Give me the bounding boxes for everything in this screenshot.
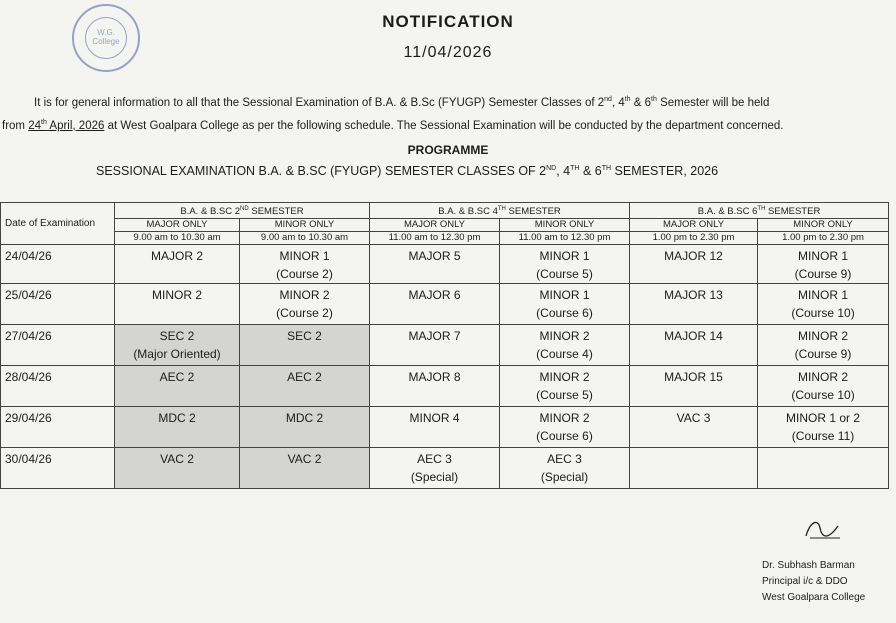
paper-note: (Course 5) [536,388,593,403]
exam-cell [370,284,500,325]
time-slot: 1.00 pm to 2.30 pm [630,232,758,245]
exam-cell [370,366,500,407]
start-date-month: April, 2026 [46,119,105,132]
exam-cell [758,407,889,448]
signature-mark [800,514,844,544]
exam-schedule-table [0,202,889,489]
exam-cell [240,284,370,325]
paper-label: AEC 3 [547,452,582,467]
exam-cell [500,284,630,325]
paragraph-line-2 [0,113,896,136]
signatory-designation: Principal i/c & DDO [762,576,848,587]
exam-cell [630,325,758,366]
exam-cell [115,407,240,448]
programme-heading: PROGRAMME [407,143,489,157]
schedule-body [1,245,889,489]
paper-label: MINOR 1 [539,249,590,264]
paper-label: MINOR 1 [539,288,590,303]
paper-note: (Course 2) [276,267,333,282]
paper-note: (Course 4) [536,347,593,362]
group-label: B.A. & B.SC 6 [697,206,758,218]
paper-label: MDC 2 [158,411,196,426]
paper-label: MINOR 1 [279,249,330,264]
exam-cell [758,245,889,284]
exam-cell [500,448,630,489]
paper-label: MINOR 1 or 2 [786,411,861,426]
exam-cell [758,366,889,407]
signatory-name: Dr. Subhash Barman [762,560,855,571]
time-slot: 11.00 am to 12.30 pm [370,232,500,245]
paper-label: MINOR 2 [151,288,202,303]
paragraph-line-1 [0,90,896,113]
exam-cell [115,284,240,325]
group-sup: TH [757,206,766,212]
start-date-day: 24 [28,119,41,132]
exam-cell [115,245,240,284]
exam-cell [370,325,500,366]
paper-label: MAJOR 7 [408,329,461,344]
exam-date-cell: 30/04/26 [1,448,115,489]
paper-label: MINOR 2 [539,370,590,385]
group-rest: SEMESTER [765,206,821,218]
time-slot: 1.00 pm to 2.30 pm [758,232,889,245]
paper-label: VAC 3 [676,411,711,426]
exam-cell [240,245,370,284]
exam-date-cell: 29/04/26 [1,407,115,448]
paper-note: (Course 5) [536,267,593,282]
paper-label: AEC 3 [417,452,452,467]
paper-label: AEC 2 [287,370,322,385]
exam-date-cell: 25/04/26 [1,284,115,325]
exam-cell [240,366,370,407]
paper-label: SEC 2 [287,329,322,344]
exam-cell [115,448,240,489]
paper-note: (Course 6) [536,429,593,444]
exam-cell [630,407,758,448]
paper-label: MINOR 2 [539,329,590,344]
paper-label: MDC 2 [285,411,324,426]
date-header: Date of Examination [1,203,115,245]
paper-label: MAJOR 8 [408,370,461,385]
paper-note: (Course 2) [276,306,333,321]
paper-note: (Course 10) [791,388,855,403]
paper-label: MAJOR 12 [664,249,723,264]
group-header-sem6 [630,203,889,219]
exam-cell [758,284,889,325]
programme-subtitle [96,164,718,178]
paper-label: MINOR 2 [798,329,849,344]
group-label: B.A. & B.SC 2 [180,206,241,218]
subheader-minor: MINOR ONLY [758,219,889,232]
para-sup: th [624,96,631,103]
paper-label: MINOR 1 [798,288,849,303]
paper-label: SEC 2 [159,329,195,344]
table-row [1,407,889,448]
subheader-major: MAJOR ONLY [115,219,240,232]
paper-label: MAJOR 15 [664,370,723,385]
group-sup: TH [497,206,506,212]
para-sup: th [41,118,47,126]
paper-note: (Course 10) [791,306,855,321]
time-slot: 9.00 am to 10.30 am [115,232,240,245]
subtitle-sup: TH [601,164,612,172]
table-row [1,366,889,407]
paper-label: MAJOR 2 [150,249,203,264]
group-sup: ND [240,206,249,212]
paper-label: MAJOR 13 [664,288,723,303]
paper-label: VAC 2 [287,452,322,467]
para-sup: th [651,96,657,103]
paper-note: (Major Oriented) [133,347,221,362]
time-slot: 9.00 am to 10.30 am [240,232,370,245]
exam-cell [630,245,758,284]
group-rest: SEMESTER [248,206,304,218]
exam-date-cell: 27/04/26 [1,325,115,366]
table-row [1,325,889,366]
para-text: at West Goalpara College as per the following schedule. The Sessional Examination will be conducted by the department concerned. [104,119,784,132]
exam-cell [240,448,370,489]
exam-cell [500,325,630,366]
paper-label: AEC 2 [159,370,195,385]
exam-cell [758,448,889,489]
exam-cell [115,325,240,366]
subheader-major: MAJOR ONLY [370,219,500,232]
start-date [28,120,104,132]
time-slot: 11.00 am to 12.30 pm [500,232,630,245]
paper-label: MAJOR 14 [664,329,723,344]
exam-cell [758,325,889,366]
group-header-sem4 [370,203,630,219]
paper-note: (Special) [540,470,589,485]
exam-cell [240,407,370,448]
exam-cell [240,325,370,366]
paper-note: (Course 9) [794,347,852,362]
paper-note: (Special) [410,470,459,485]
para-sup: nd [604,96,612,103]
exam-cell [500,366,630,407]
paper-label: MINOR 2 [539,411,590,426]
exam-date-cell: 24/04/26 [1,245,115,284]
subtitle-text: & 6 [579,164,602,178]
signature-block [762,558,865,606]
para-text: It is for general information to all that the Sessional Examination of B.A. & B.Sc (FYUGP) Semester Classes of 2 [34,96,605,109]
exam-cell [500,407,630,448]
exam-cell [370,407,500,448]
seal-text: W.G. College [85,17,127,59]
subtitle-text: SESSIONAL EXAMINATION B.A. & B.SC (FYUGP) SEMESTER CLASSES OF 2 [96,164,547,178]
paper-label: MINOR 4 [409,411,460,426]
para-text: Semester will be held [656,96,770,109]
paper-label: MINOR 1 [798,249,849,264]
exam-cell [630,284,758,325]
exam-cell [630,448,758,489]
exam-cell [115,366,240,407]
group-label: B.A. & B.SC 4 [438,206,498,218]
para-text: , 4 [611,96,625,109]
group-rest: SEMESTER [505,206,561,218]
subtitle-sup: TH [570,164,580,172]
paper-label: MINOR 2 [798,370,849,385]
exam-cell [630,366,758,407]
subtitle-text: SEMESTER, 2026 [611,164,719,178]
signatory-college: West Goalpara College [762,592,866,603]
paper-label: MAJOR 6 [408,288,461,303]
paper-note: (Course 6) [536,306,593,321]
paper-label: VAC 2 [160,452,194,467]
table-row [1,448,889,489]
notice-paragraph [0,90,896,136]
exam-cell [370,448,500,489]
paper-note: (Course 11) [791,429,855,444]
subheader-minor: MINOR ONLY [240,219,370,232]
exam-cell [500,245,630,284]
subheader-minor: MINOR ONLY [500,219,630,232]
subheader-major: MAJOR ONLY [630,219,758,232]
notice-date: 11/04/2026 [403,44,493,61]
exam-date-cell: 28/04/26 [1,366,115,407]
para-text: & 6 [630,96,652,109]
exam-cell [370,245,500,284]
table-row [1,284,889,325]
table-row [1,245,889,284]
paper-label: MAJOR 5 [408,249,461,264]
paper-label: MINOR 2 [279,288,330,303]
group-header-sem2 [115,203,370,219]
para-text: from [2,119,29,132]
subtitle-text: , 4 [556,164,571,178]
subtitle-sup: ND [546,164,557,172]
notice-title: NOTIFICATION [382,12,514,31]
paper-note: (Course 9) [794,267,852,282]
